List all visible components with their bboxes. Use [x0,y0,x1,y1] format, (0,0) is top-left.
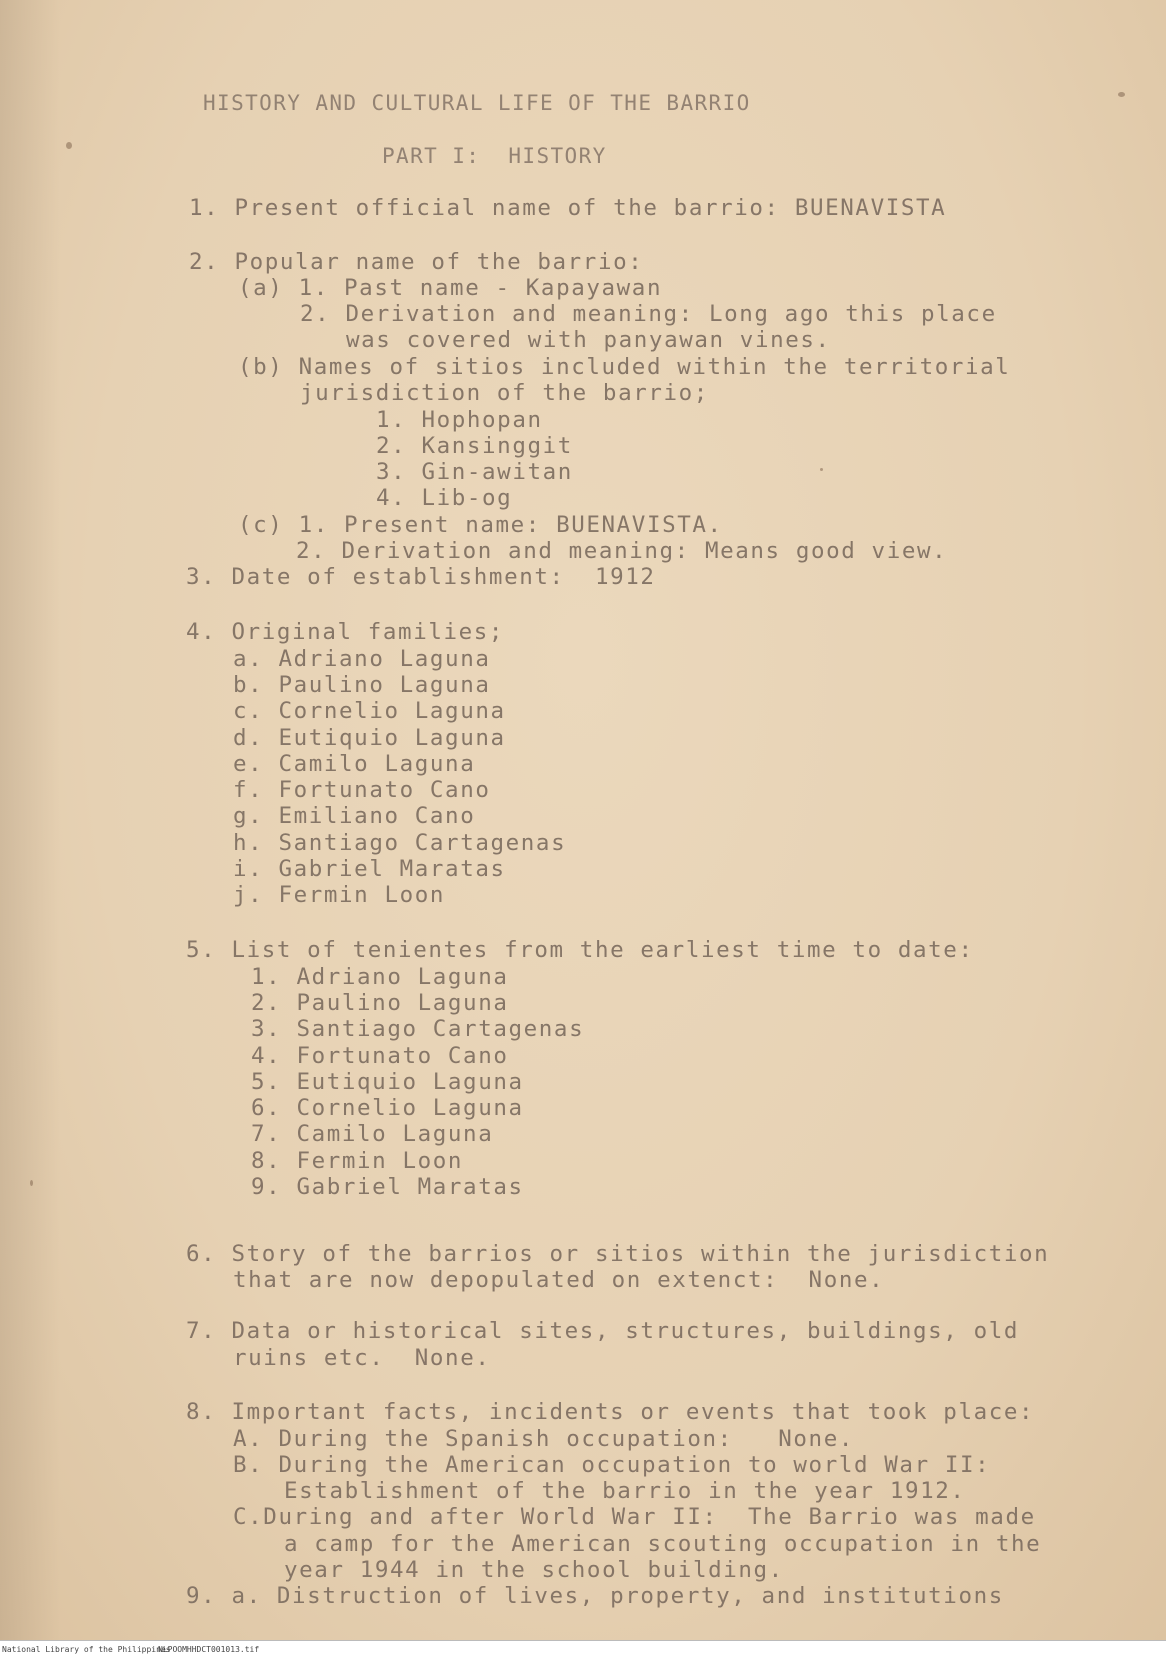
part-heading: PART I: HISTORY [382,144,607,168]
speck [1118,92,1125,97]
family-item: d. Eutiquio Laguna [233,725,506,751]
scan-footer [0,1640,1166,1659]
item-8b-american-cont: Establishment of the barrio in the year 1912. [284,1478,966,1504]
sitio-item: 4. Lib-og [376,485,513,511]
family-item: f. Fortunato Cano [233,777,491,803]
item-2c-present-name: (c) 1. Present name: BUENAVISTA. [238,512,723,538]
document-title: HISTORY AND CULTURAL LIFE OF THE BARRIO [203,91,751,115]
sitio-item: 2. Kansinggit [376,433,573,459]
sitio-item: 1. Hophopan [376,407,543,433]
item-9-destruction: 9. a. Distruction of lives, property, and institutions [186,1583,1004,1609]
speck [30,1180,33,1186]
item-8c-wwii-cont: a camp for the American scouting occupation in the [284,1531,1042,1557]
item-2-heading: 2. Popular name of the barrio: [189,249,644,275]
item-8-heading: 8. Important facts, incidents or events that took place: [186,1399,1035,1425]
item-5-heading: 5. List of tenientes from the earliest time to date: [186,937,974,963]
item-2b-sitios: (b) Names of sitios included within the territorial [238,354,1011,380]
item-2a-past-name: (a) 1. Past name - Kapayawan [238,275,663,301]
item-2a-derivation-cont: was covered with panyawan vines. [346,327,831,353]
item-4-heading: 4. Original families; [186,619,505,645]
item-7-historical-sites: 7. Data or historical sites, structures, buildings, old [186,1318,1020,1344]
item-7-historical-sites-cont: ruins etc. None. [233,1345,491,1371]
item-8c-wwii-cont2: year 1944 in the school building. [284,1557,784,1583]
item-1-official-name: 1. Present official name of the barrio: BUENAVISTA [189,195,947,221]
teniente-item: 1. Adriano Laguna [251,964,509,990]
family-item: c. Cornelio Laguna [233,698,506,724]
family-item: j. Fermin Loon [233,882,446,908]
speck [66,142,72,149]
teniente-item: 3. Santiago Cartagenas [251,1016,585,1042]
item-8b-american: B. During the American occupation to world War II: [233,1452,991,1478]
item-2c-derivation: 2. Derivation and meaning: Means good view. [296,538,948,564]
family-item: b. Paulino Laguna [233,672,491,698]
item-2b-sitios-cont: jurisdiction of the barrio; [300,380,709,406]
teniente-item: 4. Fortunato Cano [251,1043,509,1069]
sitio-item: 3. Gin-awitan [376,459,573,485]
item-8c-wwii: C.During and after World War II: The Barrio was made [233,1504,1036,1530]
family-item: h. Santiago Cartagenas [233,830,567,856]
teniente-item: 5. Eutiquio Laguna [251,1069,524,1095]
speck [820,468,823,471]
teniente-item: 2. Paulino Laguna [251,990,509,1016]
item-6-depopulated-cont: that are now depopulated on extenct: None. [233,1267,885,1293]
teniente-item: 9. Gabriel Maratas [251,1174,524,1200]
item-3-date-established: 3. Date of establishment: 1912 [186,564,656,590]
footer-filename: NLPOOMHHDCT001013.tif [158,1645,260,1654]
teniente-item: 8. Fermin Loon [251,1148,464,1174]
teniente-item: 7. Camilo Laguna [251,1121,494,1147]
family-item: e. Camilo Laguna [233,751,476,777]
item-6-depopulated: 6. Story of the barrios or sitios within the jurisdiction [186,1241,1050,1267]
item-8a-spanish: A. During the Spanish occupation: None. [233,1426,854,1452]
family-item: i. Gabriel Maratas [233,856,506,882]
family-item: g. Emiliano Cano [233,803,476,829]
footer-library: National Library of the Philippines [2,1645,171,1654]
family-item: a. Adriano Laguna [233,646,491,672]
page-edge-shadow [0,0,60,1640]
item-2a-derivation: 2. Derivation and meaning: Long ago this place [300,301,997,327]
teniente-item: 6. Cornelio Laguna [251,1095,524,1121]
